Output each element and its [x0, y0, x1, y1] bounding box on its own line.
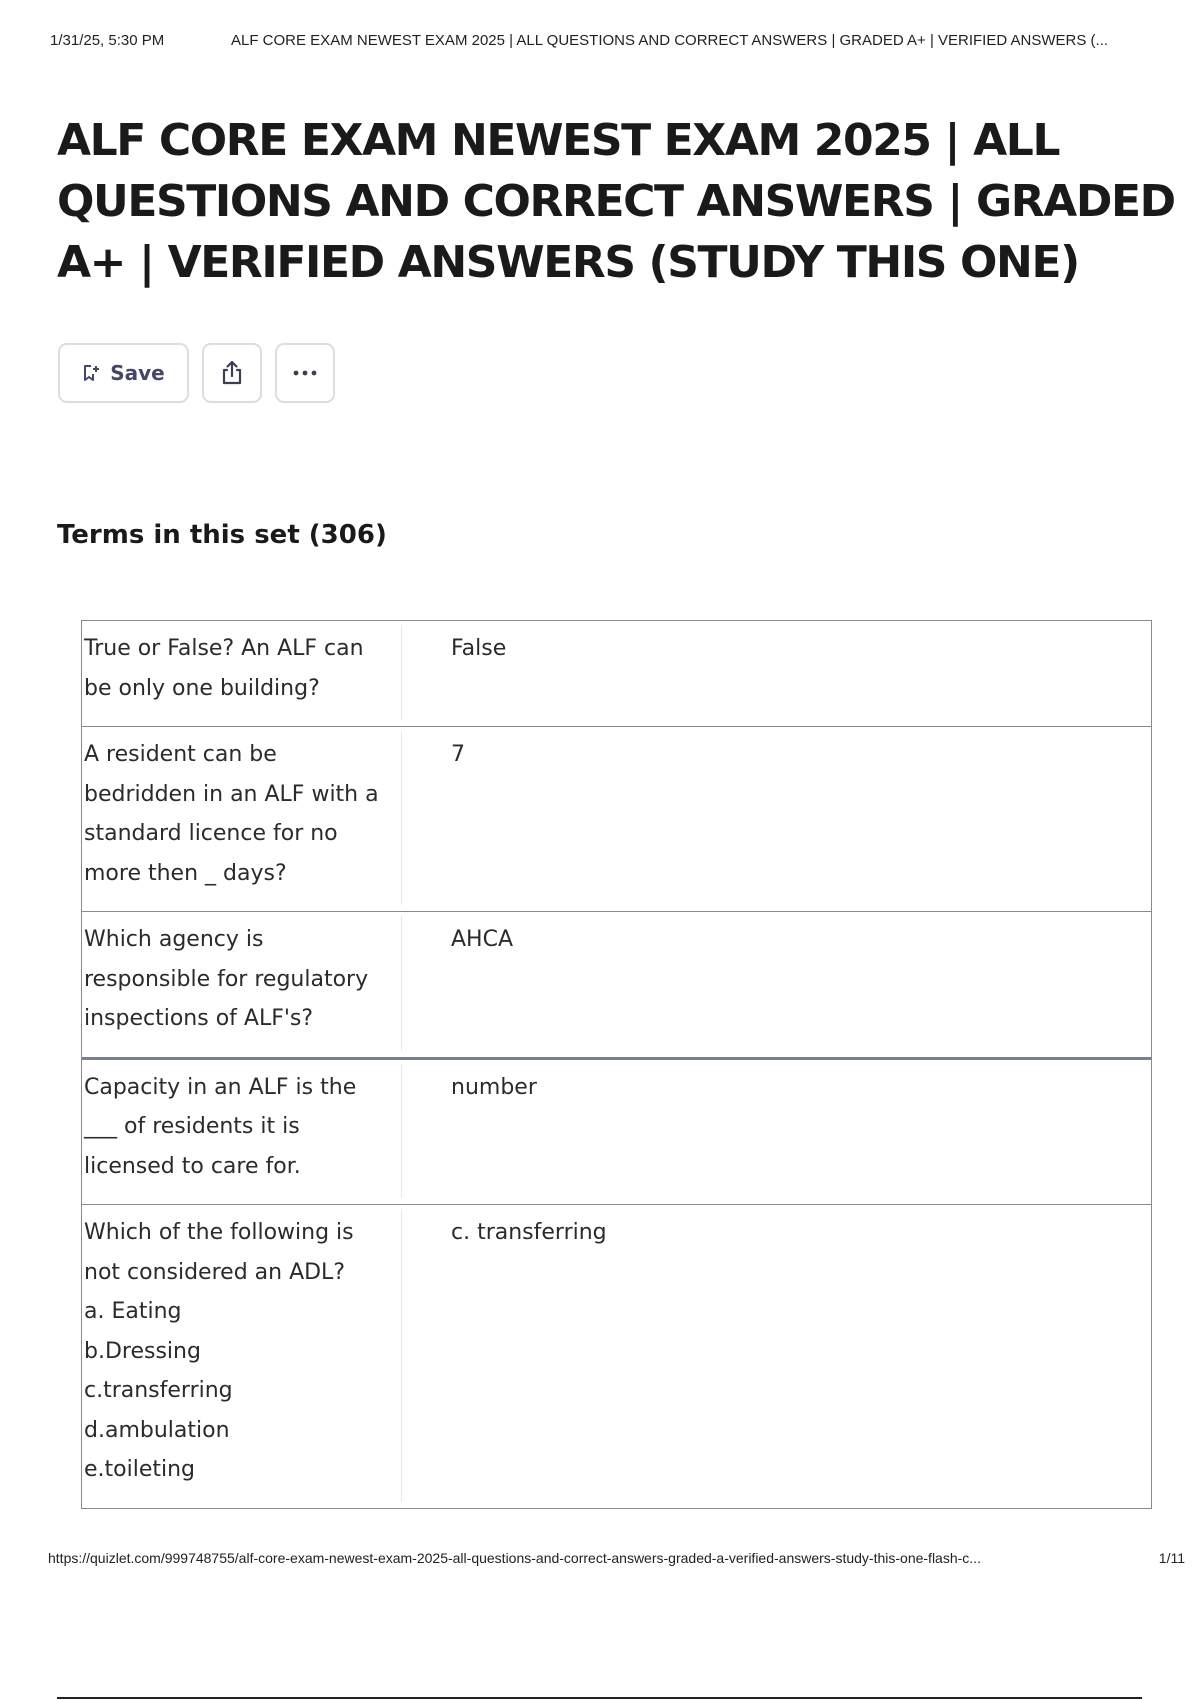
page-number: 1/11 — [1158, 1550, 1185, 1566]
terms-list — [81, 620, 1152, 1509]
term-text: Which of the following is not considered an ADL? a. Eating b.Dressing c.transferring d.ambulation e.toileting — [82, 1209, 402, 1502]
divider — [57, 1697, 1142, 1699]
term-card — [82, 1204, 1151, 1508]
print-footer — [48, 1550, 1185, 1566]
term-card — [82, 911, 1151, 1057]
print-url: https://quizlet.com/999748755/alf-core-exam-newest-exam-2025-all-questions-and-correct-answers-graded-a-verified-answers-study-this-one-flash-c... — [48, 1550, 981, 1566]
share-button[interactable] — [202, 343, 262, 403]
definition-text: number — [451, 1074, 537, 1100]
print-header — [50, 30, 1175, 50]
term-card — [82, 621, 1151, 726]
definition-text: c. transferring — [451, 1220, 607, 1245]
print-date: 1/31/25, 5:30 PM — [50, 31, 165, 49]
set-title: ALF CORE EXAM NEWEST EXAM 2025 | ALL QUESTIONS AND CORRECT ANSWERS | GRADED A+ | VERIFIED ANSWERS (STUDY THIS ONE) — [57, 115, 1175, 288]
save-button-label: Save — [110, 361, 165, 385]
definition-text: 7 — [451, 742, 465, 767]
share-icon — [218, 359, 246, 387]
set-actions — [58, 343, 335, 403]
definition-text: False — [451, 636, 507, 661]
more-options-button[interactable] — [275, 343, 335, 403]
term-text: A resident can be bedridden in an ALF with a standard licence for no more then _ days? — [82, 731, 402, 905]
term-card — [82, 726, 1151, 911]
term-text: Capacity in an ALF is the ___ of residents it is licensed to care for. — [82, 1064, 402, 1199]
term-text: Which agency is responsible for regulatory inspections of ALF's? — [82, 916, 402, 1051]
more-horizontal-icon — [291, 369, 319, 377]
terms-heading: Terms in this set (306) — [57, 520, 387, 550]
term-text: True or False? An ALF can be only one building? — [82, 625, 402, 720]
definition-text: AHCA — [451, 927, 514, 952]
bookmark-plus-icon — [82, 364, 100, 382]
print-document-title: ALF CORE EXAM NEWEST EXAM 2025 | ALL QUESTIONS AND CORRECT ANSWERS | GRADED A+ | VERIFIED ANSWERS (... — [231, 31, 1109, 49]
save-button[interactable] — [58, 343, 189, 403]
term-card — [82, 1057, 1151, 1205]
